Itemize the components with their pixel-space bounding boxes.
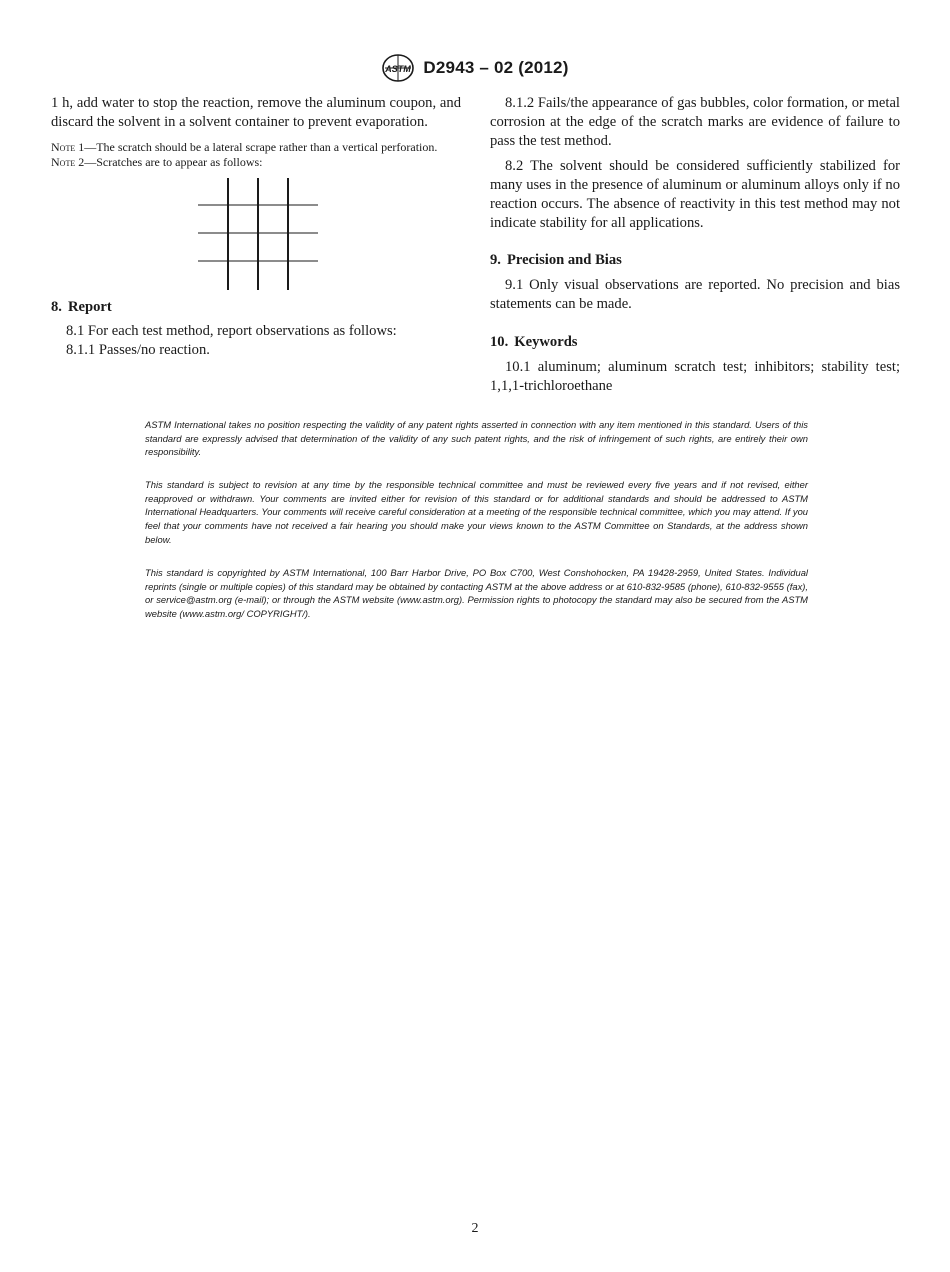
right-column: [490, 94, 900, 396]
continuation-paragraph: 1 h, add water to stop the reaction, remove the aluminum coupon, and discard the solvent in a solvent container to prevent evaporation.: [51, 95, 461, 130]
page-header: [0, 52, 950, 84]
page-number: 2: [471, 1221, 479, 1236]
paragraph-8-2: 8.2 The solvent should be considered sufficiently stabilized for many uses in the presence of aluminum or aluminum alloys only if no reaction occurs. The absence of reactivity in this test method may not indicate stability for all applications.: [490, 158, 900, 231]
logo-text: ASTM: [385, 64, 412, 74]
scratch-grid-figure: [197, 176, 319, 292]
paragraph-8-1-2: 8.1.2 Fails/the appearance of gas bubbles, color formation, or metal corrosion at the edge of the scratch marks are evidence of failure to pass the test method.: [490, 95, 900, 149]
paragraph-8-1-1: 8.1.1 Passes/no reaction.: [66, 342, 210, 358]
section-10-heading: 10. Keywords: [490, 334, 578, 350]
revision-notice: This standard is subject to revision at any time by the responsible technical committee and must be reviewed every five years and if not revised, either reapproved or withdrawn. Your comments are invited either for revision of this standard or for additional standards and should be addressed to ASTM International Headquarters. Your comments will receive careful consideration at a meeting of the responsible technical committee, which you may attend. If you feel that your comments have not received a fair hearing you should make your views known to the ASTM Committee on Standards, at the address shown below.: [145, 479, 808, 545]
note-2: Note 2—Scratches are to appear as follows:: [51, 155, 263, 169]
note-1: Note 1—The scratch should be a lateral scrape rather than a vertical perforation.: [51, 140, 438, 154]
left-column: [51, 94, 461, 360]
section-9-heading: 9. Precision and Bias: [490, 252, 622, 268]
copyright-notice: This standard is copyrighted by ASTM International, 100 Barr Harbor Drive, PO Box C700, West Conshohocken, PA 19428-2959, United States. Individual reprints (single or multiple copies) of this standard may be obtained by contacting ASTM at the above address or at 610-832-9585 (phone), 610-832-9555 (fax), or service@astm.org (e-mail); or through the ASTM website (www.astm.org). Permission rights to photocopy the standard may also be secured from the ASTM website (www.astm.org/ COPYRIGHT/).: [145, 567, 808, 620]
paragraph-10-1: 10.1 aluminum; aluminum scratch test; inhibitors; stability test; 1,1,1-trichloroethane: [490, 359, 900, 394]
astm-logo-icon: [381, 53, 415, 83]
paragraph-9-1: 9.1 Only visual observations are reported. No precision and bias statements can be made.: [490, 277, 900, 312]
section-8-heading: 8. Report: [51, 299, 112, 315]
patent-notice: ASTM International takes no position respecting the validity of any patent rights asserted in connection with any item mentioned in this standard. Users of this standard are expressly advised that determination of the validity of any such patent rights, and the risk of infringement of such rights, are entirely their own responsibility.: [145, 419, 808, 458]
document-designation: D2943 – 02 (2012): [423, 58, 569, 77]
paragraph-8-1: 8.1 For each test method, report observations as follows:: [66, 323, 397, 339]
